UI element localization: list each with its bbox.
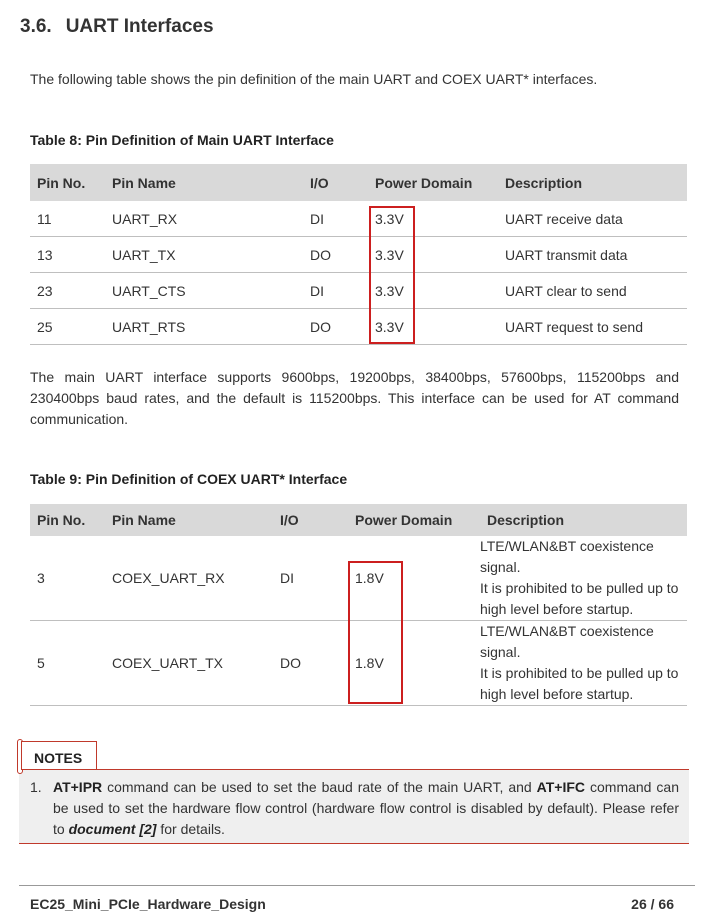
pin-power-domain: 3.3V xyxy=(368,309,498,345)
note-text: for details. xyxy=(156,821,225,837)
note-item xyxy=(30,777,679,840)
pin-name: UART_RTS xyxy=(105,309,303,345)
header-description: Description xyxy=(480,504,687,536)
pin-io: DI xyxy=(303,273,368,309)
at-command: AT+IFC xyxy=(536,779,586,795)
table-row xyxy=(30,201,687,237)
description-warning: It is prohibited to be pulled up to high level before startup. xyxy=(480,580,679,617)
pin-name: UART_CTS xyxy=(105,273,303,309)
pin-name: COEX_UART_RX xyxy=(105,536,273,621)
header-io: I/O xyxy=(303,164,368,201)
pin-io: DO xyxy=(303,309,368,345)
pin-power-domain: 3.3V xyxy=(368,273,498,309)
document-reference: document [2] xyxy=(68,821,157,837)
table-header-row xyxy=(30,504,687,536)
power-domain-highlight-box xyxy=(369,206,415,344)
pin-description: UART transmit data xyxy=(498,237,687,273)
pin-no: 3 xyxy=(30,536,105,621)
header-pin-name: Pin Name xyxy=(105,504,273,536)
at-command: AT+IPR xyxy=(53,779,103,795)
pin-description: UART receive data xyxy=(498,201,687,237)
header-pin-no: Pin No. xyxy=(30,164,105,201)
table-row xyxy=(30,309,687,345)
pin-name: COEX_UART_TX xyxy=(105,621,273,706)
pin-no: 13 xyxy=(30,237,105,273)
header-power-domain: Power Domain xyxy=(368,164,498,201)
description-line: LTE/WLAN&BT coexistence signal. xyxy=(480,538,654,575)
pin-power-domain: 3.3V xyxy=(368,201,498,237)
pin-description xyxy=(480,621,687,706)
pin-name: UART_RX xyxy=(105,201,303,237)
table8-caption: Table 8: Pin Definition of Main UART Interface xyxy=(30,132,334,148)
description-warning: It is prohibited to be pulled up to high level before startup. xyxy=(480,665,679,702)
note-index: 1. xyxy=(30,779,42,795)
pin-power-domain: 3.3V xyxy=(368,237,498,273)
header-power-domain: Power Domain xyxy=(348,504,480,536)
table-row xyxy=(30,273,687,309)
note-text: command can be used to set the baud rate of the main UART, and xyxy=(102,779,537,795)
pin-description: UART clear to send xyxy=(498,273,687,309)
pin-description: UART request to send xyxy=(498,309,687,345)
table9-caption: Table 9: Pin Definition of COEX UART* Interface xyxy=(30,471,348,487)
pin-io: DI xyxy=(273,536,348,621)
section-number: 3.6. xyxy=(20,16,52,37)
pin-io: DO xyxy=(273,621,348,706)
header-pin-name: Pin Name xyxy=(105,164,303,201)
pin-no: 23 xyxy=(30,273,105,309)
pin-no: 5 xyxy=(30,621,105,706)
footer-divider xyxy=(19,885,695,886)
uart-baud-paragraph: The main UART interface supports 9600bps, 19200bps, 38400bps, 57600bps, 115200bps and 230400bps baud rates, and the default is 115200bps. This interface can be used for AT command communication. xyxy=(30,369,679,427)
main-uart-table xyxy=(30,164,687,345)
pin-power-domain: 1.8V xyxy=(348,536,480,621)
pin-description xyxy=(480,536,687,621)
pin-name: UART_TX xyxy=(105,237,303,273)
header-pin-no: Pin No. xyxy=(30,504,105,536)
pin-no: 25 xyxy=(30,309,105,345)
footer-document-name: EC25_Mini_PCIe_Hardware_Design xyxy=(30,896,266,912)
pin-power-domain: 1.8V xyxy=(348,621,480,706)
note-text: command can be used to set the hardware flow control (hardware flow control is disabled by default). Please refer to xyxy=(53,779,679,837)
pin-io: DO xyxy=(303,237,368,273)
description-line: LTE/WLAN&BT coexistence signal. xyxy=(480,623,654,660)
pin-no: 11 xyxy=(30,201,105,237)
pin-io: DI xyxy=(303,201,368,237)
footer-page-number: 26 / 66 xyxy=(631,896,674,912)
power-domain-highlight-box xyxy=(348,561,403,704)
header-description: Description xyxy=(498,164,687,201)
header-io: I/O xyxy=(273,504,348,536)
section-title xyxy=(20,16,214,38)
intro-text: The following table shows the pin definition of the main UART and COEX UART* interfaces. xyxy=(30,71,598,87)
table-row xyxy=(30,237,687,273)
table-header-row xyxy=(30,164,687,201)
notes-label: NOTES xyxy=(21,741,97,770)
section-heading: UART Interfaces xyxy=(65,16,214,37)
